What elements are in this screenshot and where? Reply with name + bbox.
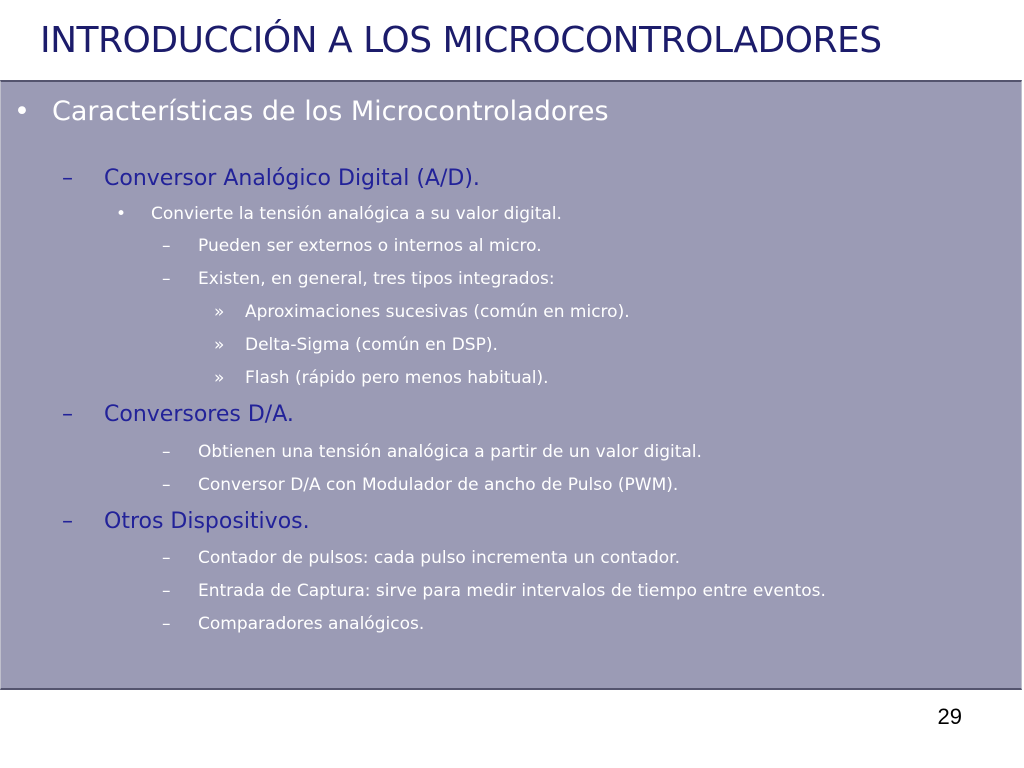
dash-marker: – <box>162 236 171 256</box>
dash-marker: – <box>162 548 171 568</box>
item-obtienen: Obtienen una tensión analógica a partir de un valor digital. <box>198 442 702 462</box>
raquo-marker: » <box>214 368 225 388</box>
raquo-marker: » <box>214 335 225 355</box>
item-convierte: Convierte la tensión analógica a su valor digital. <box>151 204 562 224</box>
dash-marker: – <box>162 581 171 601</box>
item-aproximaciones: Aproximaciones sucesivas (común en micro). <box>245 302 630 322</box>
bullet-marker: • <box>14 96 30 127</box>
item-conversor-ad: Conversor Analógico Digital (A/D). <box>104 166 480 191</box>
dash-marker: – <box>162 269 171 289</box>
bullet-marker: • <box>116 204 127 224</box>
item-otros-dispositivos: Otros Dispositivos. <box>104 509 310 534</box>
dash-marker: – <box>162 614 171 634</box>
dash-marker: – <box>62 402 73 427</box>
raquo-marker: » <box>214 302 225 322</box>
dash-marker: – <box>162 442 171 462</box>
item-contador: Contador de pulsos: cada pulso incrementa un contador. <box>198 548 681 568</box>
item-tres-tipos: Existen, en general, tres tipos integrados: <box>198 269 555 289</box>
item-pwm: Conversor D/A con Modulador de ancho de Pulso (PWM). <box>198 475 679 495</box>
item-flash: Flash (rápido pero menos habitual). <box>245 368 549 388</box>
page-number: 29 <box>937 704 962 729</box>
dash-marker: – <box>162 475 171 495</box>
heading-characteristics: Características de los Microcontroladores <box>52 96 609 127</box>
dash-marker: – <box>62 509 73 534</box>
item-externos: Pueden ser externos o internos al micro. <box>198 236 542 256</box>
dash-marker: – <box>62 166 73 191</box>
item-captura: Entrada de Captura: sirve para medir intervalos de tiempo entre eventos. <box>198 581 826 601</box>
item-conversores-da: Conversores D/A. <box>104 402 294 427</box>
slide-title: INTRODUCCIÓN A LOS MICROCONTROLADORES <box>40 20 882 61</box>
item-comparadores: Comparadores analógicos. <box>198 614 425 634</box>
item-delta-sigma: Delta-Sigma (común en DSP). <box>245 335 498 355</box>
